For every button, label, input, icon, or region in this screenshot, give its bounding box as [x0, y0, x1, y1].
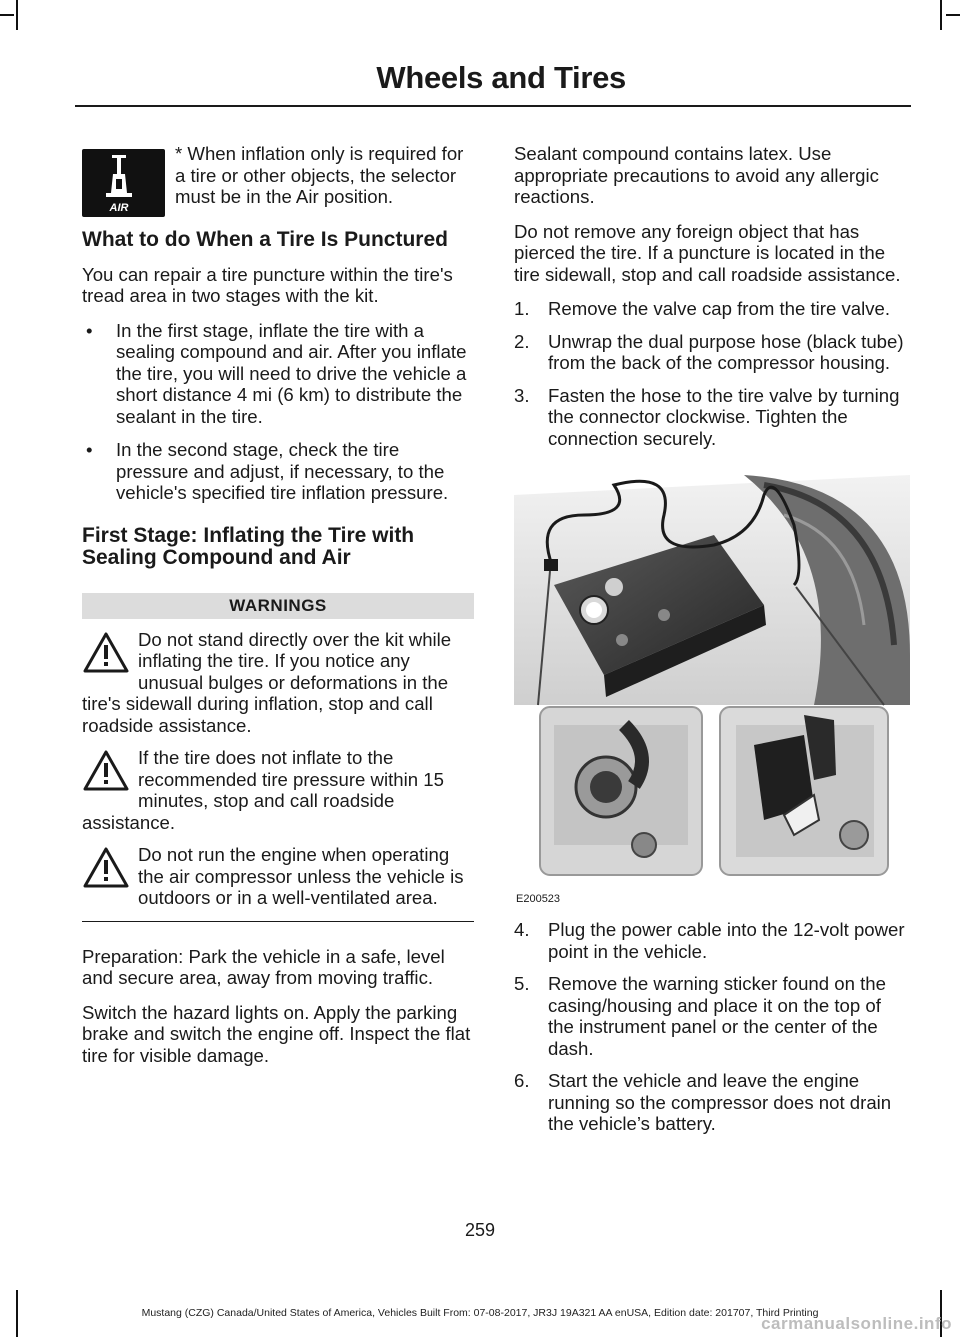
paragraph: Switch the hazard lights on. Apply the parking brake and switch the engine off. Inspect the flat tire for visible damage.	[82, 1001, 471, 1066]
step-item	[514, 1070, 910, 1135]
page-title: Wheels and Tires	[376, 60, 626, 95]
air-icon-label: AIR	[109, 202, 129, 214]
step-item	[514, 973, 910, 1059]
list-item-text: In the first stage, inflate the tire with a sealing compound and air. After you inflate the tire, you will need to drive the vehicle a short distance 4 mi (6 km) to distribute the sealant in the tire.	[116, 319, 467, 427]
warning-item	[82, 747, 474, 833]
warning-triangle-icon	[82, 846, 130, 890]
watermark: carmanualsonline.info	[761, 1314, 952, 1333]
step-text: Remove the warning sticker found on the casing/housing and place it on the top of the instrument panel or the center of the dash.	[548, 973, 886, 1059]
step-number: 3.	[514, 384, 530, 406]
step-item	[514, 385, 910, 450]
step-number: 1.	[514, 298, 530, 319]
section-heading-punctured: What to do When a Tire Is Punctured	[82, 227, 448, 251]
step-number: 6.	[514, 1070, 530, 1091]
illustration-graphic	[514, 475, 910, 905]
air-note	[82, 143, 474, 214]
steps-list	[514, 919, 910, 1135]
air-pump-icon	[82, 149, 165, 217]
warning-text: Do not run the engine when operating the air compressor unless the vehicle is outdoors or in a well-ventilated area.	[138, 844, 464, 908]
warning-triangle-icon	[82, 749, 130, 793]
step-item	[514, 919, 910, 962]
bullet-list	[82, 320, 474, 504]
warning-item	[82, 844, 474, 909]
list-item	[82, 439, 474, 504]
step-number: 5.	[514, 973, 530, 994]
paragraph: Sealant compound contains latex. Use appropriate precautions to avoid any allergic reactions.	[514, 143, 879, 207]
warning-item	[82, 629, 474, 737]
air-note-text: * When inflation only is required for a tire or other objects, the selector must be in the Air position.	[175, 143, 464, 207]
step-text: Start the vehicle and leave the engine running so the compressor does not drain the vehicle’s battery.	[548, 1070, 892, 1134]
step-number: 2.	[514, 330, 530, 352]
step-text: Fasten the hose to the tire valve by turning the connector clockwise. Tighten the connection securely.	[548, 384, 900, 449]
bullet-marker: •	[86, 319, 93, 341]
step-number: 4.	[514, 919, 530, 940]
step-item	[514, 331, 910, 374]
paragraph: You can repair a tire puncture within the tire's tread area in two stages with the kit.	[82, 263, 453, 306]
crop-mark	[0, 14, 14, 16]
compressor-illustration	[514, 475, 910, 905]
footer-text: Mustang (CZG) Canada/United States of America, Vehicles Built From: 07-08-2017, JR3J 19A321 AA enUSA, Edition date: 201707, Third Printing	[141, 1307, 819, 1319]
warnings-divider	[82, 921, 474, 922]
step-item	[514, 298, 910, 320]
paragraph: Do not remove any foreign object that has pierced the tire. If a puncture is located in the tire sidewall, stop and call roadside assistance.	[514, 220, 901, 285]
warning-triangle-icon	[82, 631, 130, 675]
crop-mark	[940, 0, 942, 30]
list-item-text: In the second stage, check the tire pressure and adjust, if necessary, to the vehicle's specified tire inflation pressure.	[116, 439, 449, 503]
page-number: 259	[464, 1220, 496, 1240]
step-text: Remove the valve cap from the tire valve.	[548, 298, 891, 319]
paragraph: Preparation: Park the vehicle in a safe, level and secure area, away from moving traffic.	[82, 945, 445, 988]
section-heading-first-stage: First Stage: Inflating the Tire with Sealing Compound and Air	[82, 523, 415, 569]
figure-label: E200523	[516, 893, 561, 905]
step-text: Plug the power cable into the 12-volt power point in the vehicle.	[548, 919, 905, 962]
warnings-header: WARNINGS	[82, 593, 474, 619]
warning-text: Do not stand directly over the kit while inflating the tire. If you notice any unusual bulges or deformations in the tire's sidewall during inflation, stop and call roadside assistance.	[82, 628, 452, 736]
list-item	[82, 320, 474, 428]
step-text: Unwrap the dual purpose hose (black tube) from the back of the compressor housing.	[548, 330, 904, 373]
warning-text: If the tire does not inflate to the recommended tire pressure within 15 minutes, stop and call roadside assistance.	[82, 747, 444, 833]
right-column	[514, 143, 910, 1147]
header-rule	[75, 105, 911, 107]
crop-mark	[16, 0, 18, 30]
bullet-marker: •	[86, 439, 93, 460]
steps-list	[514, 298, 910, 449]
crop-mark	[946, 14, 960, 16]
left-column	[82, 143, 474, 1079]
